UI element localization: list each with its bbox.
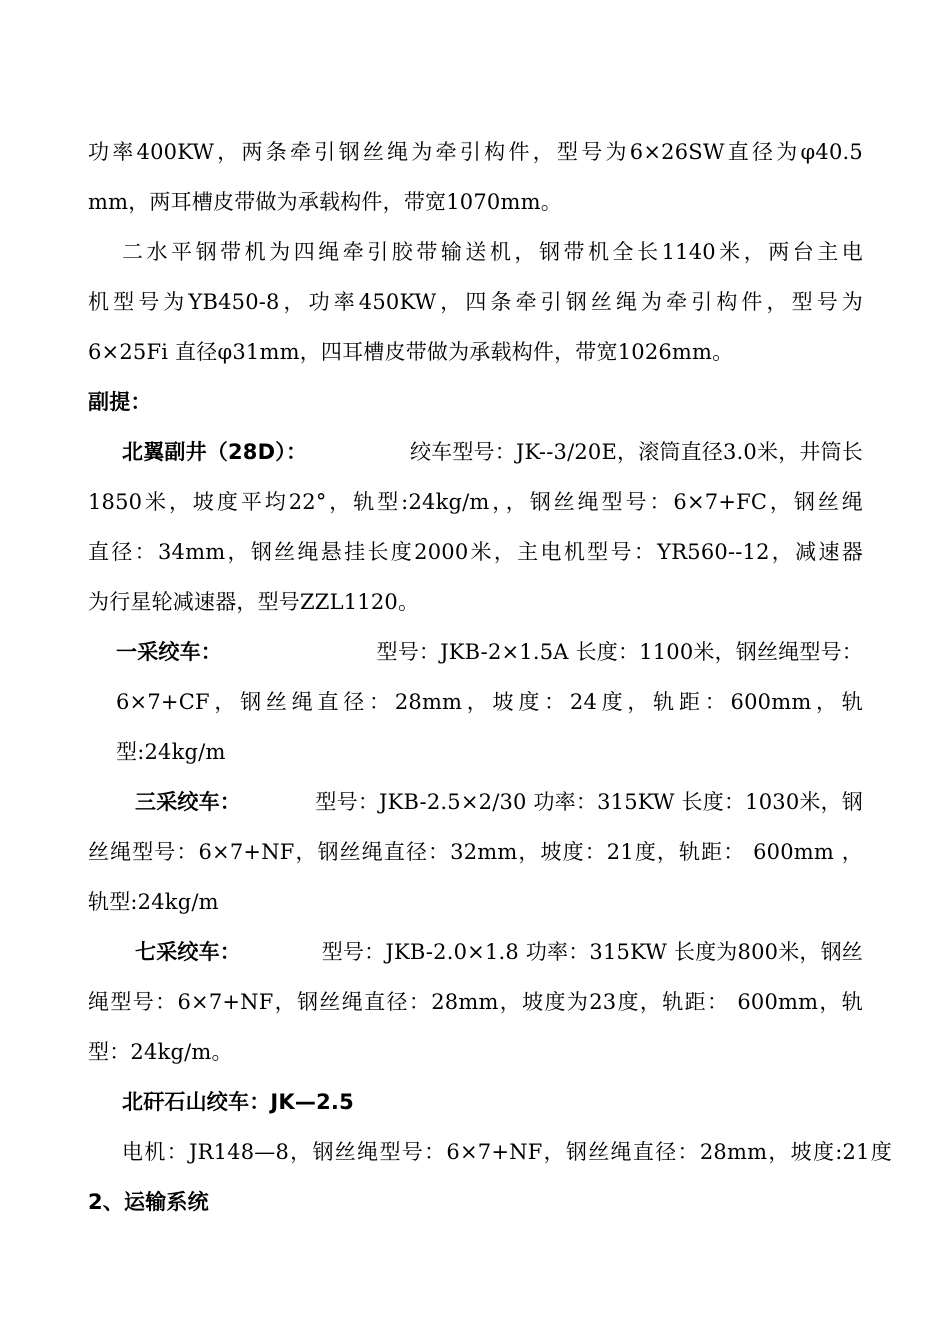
paragraph-line: 型：24kg/m。 xyxy=(88,1040,233,1064)
item-title: 一采绞车： xyxy=(116,640,222,664)
item-title: 北翼副井（28D）： xyxy=(122,440,308,464)
item-title: 三采绞车： xyxy=(135,790,241,814)
paragraph-line xyxy=(122,437,863,467)
paragraph-line: 轨型:24kg/m xyxy=(88,890,219,914)
paragraph-line: 为行星轮减速器，型号ZZL1120。 xyxy=(88,590,420,614)
paragraph-line: 6×7+CF，钢丝绳直径：28mm，坡度：24度，轨距：600mm，轨 xyxy=(116,690,863,714)
paragraph-line: 丝绳型号：6×7+NF，钢丝绳直径：32mm，坡度：21度，轨距： 600mm ， xyxy=(88,840,863,864)
item-text: 型号：JKB-2.5×2/30 功率：315KW 长度：1030米，钢 xyxy=(315,790,863,814)
paragraph-line: 6×25Fi 直径φ31mm，四耳槽皮带做为承载构件，带宽1026mm。 xyxy=(88,340,734,364)
item-text: 型号：JKB-2.0×1.8 功率：315KW 长度为800米，钢丝 xyxy=(321,940,863,964)
paragraph-line: 电机：JR148—8，钢丝绳型号：6×7+NF，钢丝绳直径：28mm，坡度:21度 xyxy=(122,1140,892,1164)
item-text: 型号：JKB-2×1.5A 长度：1100米，钢丝绳型号： xyxy=(376,640,863,664)
paragraph-line: 型:24kg/m xyxy=(116,740,226,764)
paragraph-line: 机型号为YB450-8，功率450KW，四条牵引钢丝绳为牵引构件，型号为 xyxy=(88,290,863,314)
paragraph-line xyxy=(135,937,863,967)
section-heading: 2、运输系统 xyxy=(88,1190,209,1214)
paragraph-line: 绳型号：6×7+NF，钢丝绳直径：28mm，坡度为23度，轨距： 600mm，轨 xyxy=(88,990,863,1014)
item-title: 北矸石山绞车：JK—2.5 xyxy=(122,1090,354,1114)
paragraph-line: 二水平钢带机为四绳牵引胶带输送机，钢带机全长1140米，两台主电 xyxy=(122,240,863,264)
paragraph-line xyxy=(135,787,863,817)
paragraph-line: 功率400KW，两条牵引钢丝绳为牵引构件，型号为6×26SW直径为φ40.5 xyxy=(88,140,863,164)
paragraph-line: 1850米，坡度平均22°，轨型:24kg/m，，钢丝绳型号：6×7+FC，钢丝绳 xyxy=(88,490,863,514)
paragraph-line xyxy=(116,637,863,667)
paragraph-line: 直径：34mm，钢丝绳悬挂长度2000米，主电机型号：YR560--12，减速器 xyxy=(88,540,863,564)
paragraph-line: mm，两耳槽皮带做为承载构件，带宽1070mm。 xyxy=(88,190,562,214)
item-text: 绞车型号：JK--3/20E，滚筒直径3.0米，井筒长 xyxy=(409,440,863,464)
section-heading: 副提： xyxy=(88,390,152,414)
item-title: 七采绞车： xyxy=(135,940,241,964)
